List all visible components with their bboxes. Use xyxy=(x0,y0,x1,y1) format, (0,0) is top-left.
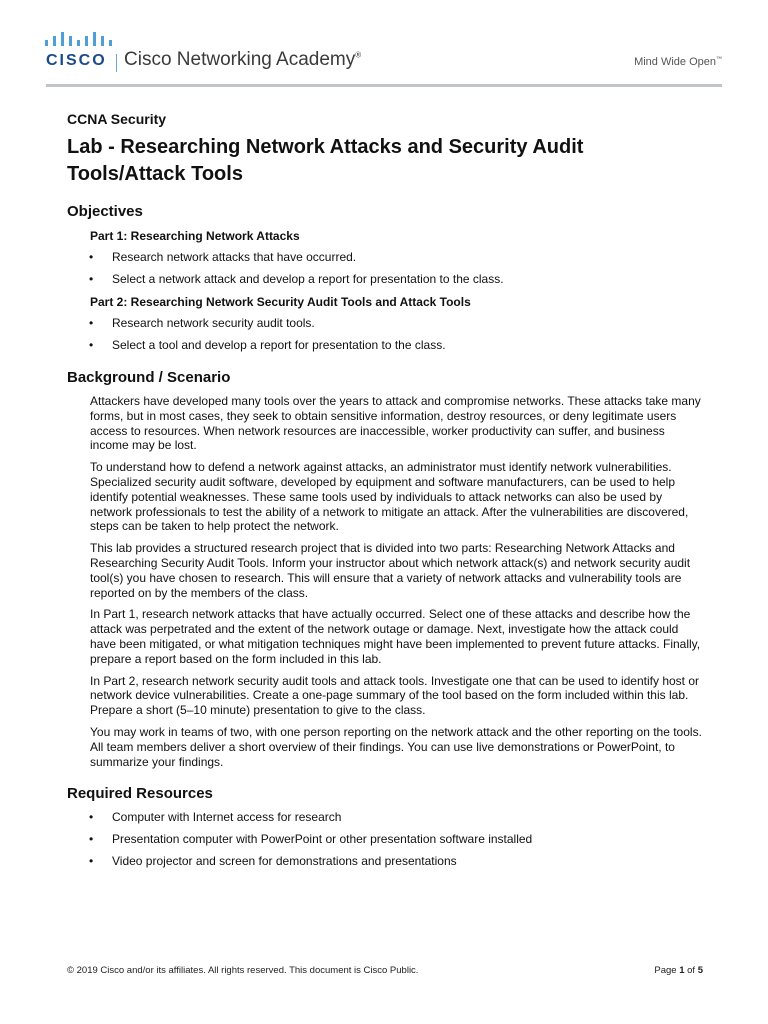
resources-heading: Required Resources xyxy=(67,785,213,803)
page-title xyxy=(67,134,705,188)
bullet-icon: • xyxy=(89,832,94,847)
list-item: • Research network attacks that have occurred. xyxy=(89,250,357,264)
part2-title: Part 2: Researching Network Security Audit Tools and Attack Tools xyxy=(90,295,471,309)
page-header xyxy=(0,0,768,90)
copyright-notice: © 2019 Cisco and/or its affiliates. All rights reserved. This document is Cisco Public. xyxy=(67,965,419,976)
header-divider xyxy=(46,84,722,87)
document-body xyxy=(67,110,705,876)
resources-list xyxy=(67,810,705,869)
bullet-icon: • xyxy=(89,810,94,825)
background-paragraph: This lab provides a structured research project that is divided into two parts: Researching Network Attacks and Researching Security Audit Tools. Inform your instructor about which network attack(s) and network security audit tool(s) you have chosen to research. This will ensure that a variety of network attacks and vulnerability tools are reported on by the members of the class. xyxy=(90,541,691,600)
course-name: CCNA Security xyxy=(67,111,167,127)
background-paragraph: In Part 2, research network security audit tools and attack tools. Investigate one that can be used to identify host or network device vulnerabilities. Create a one-page summary of the tool based on the form included within this lab. Prepare a short (5–10 minute) presentation to give to the class. xyxy=(90,673,700,718)
background-paragraph: To understand how to defend a network against attacks, an administrator must identify network vulnerabilities. Specialized security audit software, developed by equipment and software manufacturers, can be used to help identify potential weaknesses. These same tools used by individuals to attack networks can also be used by network professionals to test the ability of a network to mitigate an attack. After the vulnerabilities are discovered, steps can be taken to help protect the network. xyxy=(90,460,689,534)
title-line-1: Lab - Researching Network Attacks and Security Audit xyxy=(67,136,584,158)
title-line-2: Tools/Attack Tools xyxy=(67,163,243,185)
background-paragraph: You may work in teams of two, with one person reporting on the network attack and the other reporting on the tools. All team members deliver a short overview of their findings. You can use live demonstrations or PowerPoint, to summarize your findings. xyxy=(90,724,702,769)
tagline: Mind Wide Open™ xyxy=(634,56,722,68)
bullet-icon: • xyxy=(89,250,94,264)
background-paragraph: Attackers have developed many tools over the years to attack and compromise networks. These attacks take many forms, but in most cases, they seek to obtain sensitive information, destroy resources, or deny legitimate users access to resources. When network resources are inaccessible, worker productivity can suffer, and business income may be lost. xyxy=(90,394,701,453)
registered-mark: ® xyxy=(355,50,362,60)
part1-list xyxy=(67,250,705,287)
objectives-heading: Objectives xyxy=(67,203,143,220)
list-item: • Video projector and screen for demonstrations and presentations xyxy=(89,854,457,869)
list-item: • Research network security audit tools. xyxy=(89,316,315,330)
background-heading: Background / Scenario xyxy=(67,369,231,386)
bullet-icon: • xyxy=(89,316,94,330)
logo-separator xyxy=(116,54,117,72)
part2-list xyxy=(67,316,705,353)
cisco-logo-icon xyxy=(45,32,113,50)
bullet-icon: • xyxy=(89,272,94,286)
background-paragraph: In Part 1, research network attacks that have actually occurred. Select one of these attacks and describe how the attack was perpetrated and the extent of the network outage or damage. Next, investigate how the attack could have been mitigated, or what mitigation techniques might have been implemented to prevent future attacks. Finally, prepare a report based on the form included in this lab. xyxy=(90,607,701,666)
page-number: Page 1 of 5 xyxy=(654,965,703,976)
bullet-icon: • xyxy=(89,854,94,869)
part1-title: Part 1: Researching Network Attacks xyxy=(90,229,300,243)
list-item: • Select a tool and develop a report for presentation to the class. xyxy=(89,338,446,352)
cisco-wordmark: CISCO xyxy=(46,52,107,69)
bullet-icon: • xyxy=(89,338,94,352)
list-item: • Computer with Internet access for research xyxy=(89,810,342,825)
list-item: • Presentation computer with PowerPoint or other presentation software installed xyxy=(89,832,533,847)
list-item: • Select a network attack and develop a report for presentation to the class. xyxy=(89,272,504,286)
academy-name: Cisco Networking Academy® xyxy=(124,49,362,70)
trademark-mark: ™ xyxy=(716,56,722,63)
